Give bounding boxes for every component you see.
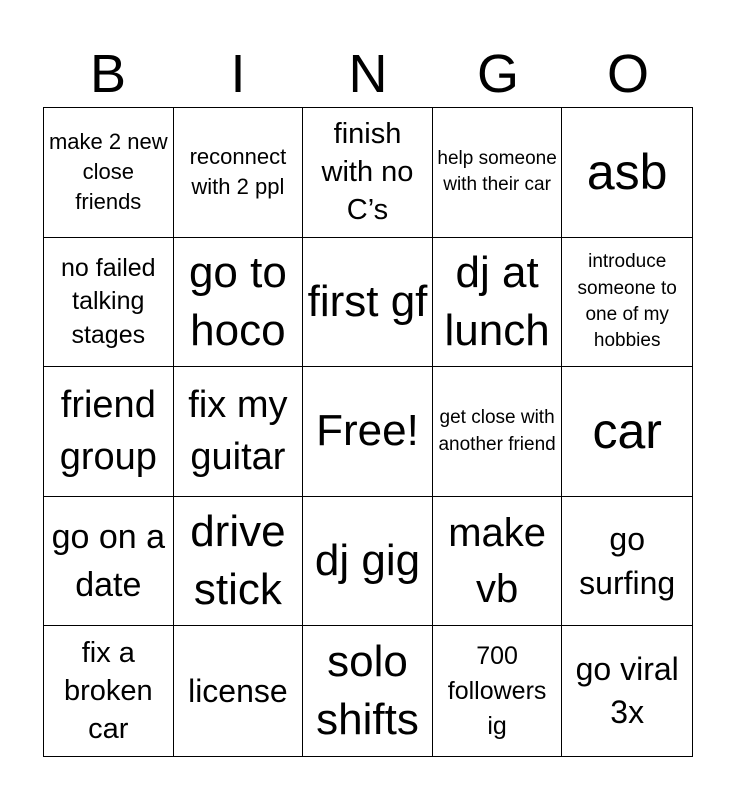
cell-text: get close with another friend [438, 406, 556, 456]
bingo-cell[interactable] [303, 238, 433, 368]
bingo-cell[interactable] [433, 626, 563, 756]
cell-text: car [592, 403, 662, 460]
free-space-cell[interactable] [303, 367, 433, 497]
cell-text: reconnect with 2 ppl [189, 143, 287, 200]
bingo-cell[interactable] [174, 238, 304, 368]
bingo-cell[interactable] [433, 108, 563, 238]
bingo-cell[interactable] [44, 367, 174, 497]
cell-text: asb [586, 144, 668, 201]
cell-text: friend group [59, 384, 157, 479]
bingo-cell[interactable] [174, 497, 304, 627]
bingo-cell[interactable] [433, 238, 563, 368]
bingo-cell[interactable] [433, 367, 563, 497]
header-letter-g: G [476, 44, 519, 104]
cell-text: no failed talking stages [61, 254, 156, 349]
cell-text: go surfing [579, 520, 676, 602]
cell-text: fix a broken car [63, 636, 153, 746]
bingo-cell[interactable] [44, 108, 174, 238]
cell-text: go on a date [51, 517, 166, 605]
bingo-cell[interactable] [174, 367, 304, 497]
bingo-cell[interactable] [562, 238, 692, 368]
cell-text: introduce someone to one of my hobbies [577, 251, 677, 352]
bingo-cell[interactable] [303, 626, 433, 756]
header-letter-n: N [348, 44, 388, 104]
cell-text: 700 followers ig [447, 641, 547, 740]
cell-text: drive stick [190, 507, 286, 615]
bingo-cell[interactable] [562, 497, 692, 627]
cell-text: help someone with their car [437, 148, 557, 196]
bingo-cell[interactable] [433, 497, 563, 627]
cell-text: first gf [307, 276, 428, 326]
cell-text: dj gig [314, 536, 421, 586]
bingo-cell[interactable] [562, 626, 692, 756]
header-letter-o: O [606, 44, 649, 104]
header-letter-b: B [89, 44, 127, 104]
bingo-cell[interactable] [44, 238, 174, 368]
cell-text: go to hoco [188, 247, 287, 355]
bingo-cell[interactable] [562, 367, 692, 497]
cell-text: fix my guitar [188, 384, 288, 479]
bingo-header [43, 40, 693, 108]
bingo-cell[interactable] [174, 108, 304, 238]
bingo-cell[interactable] [303, 108, 433, 238]
cell-text: solo shifts [316, 637, 419, 745]
bingo-cell[interactable] [44, 497, 174, 627]
cell-text: finish with no C’s [321, 117, 414, 227]
bingo-cell[interactable] [174, 626, 304, 756]
cell-text: dj at lunch [444, 247, 550, 355]
bingo-cell[interactable] [303, 497, 433, 627]
cell-text: make vb [448, 511, 546, 612]
cell-text: license [188, 673, 288, 710]
header-letter-i: I [230, 44, 246, 104]
bingo-cell[interactable] [562, 108, 692, 238]
bingo-cell[interactable] [44, 626, 174, 756]
bingo-board [43, 107, 693, 757]
cell-text: Free! [316, 406, 419, 456]
cell-text: go viral 3x [575, 651, 679, 731]
cell-text: make 2 new close friends [48, 128, 168, 215]
